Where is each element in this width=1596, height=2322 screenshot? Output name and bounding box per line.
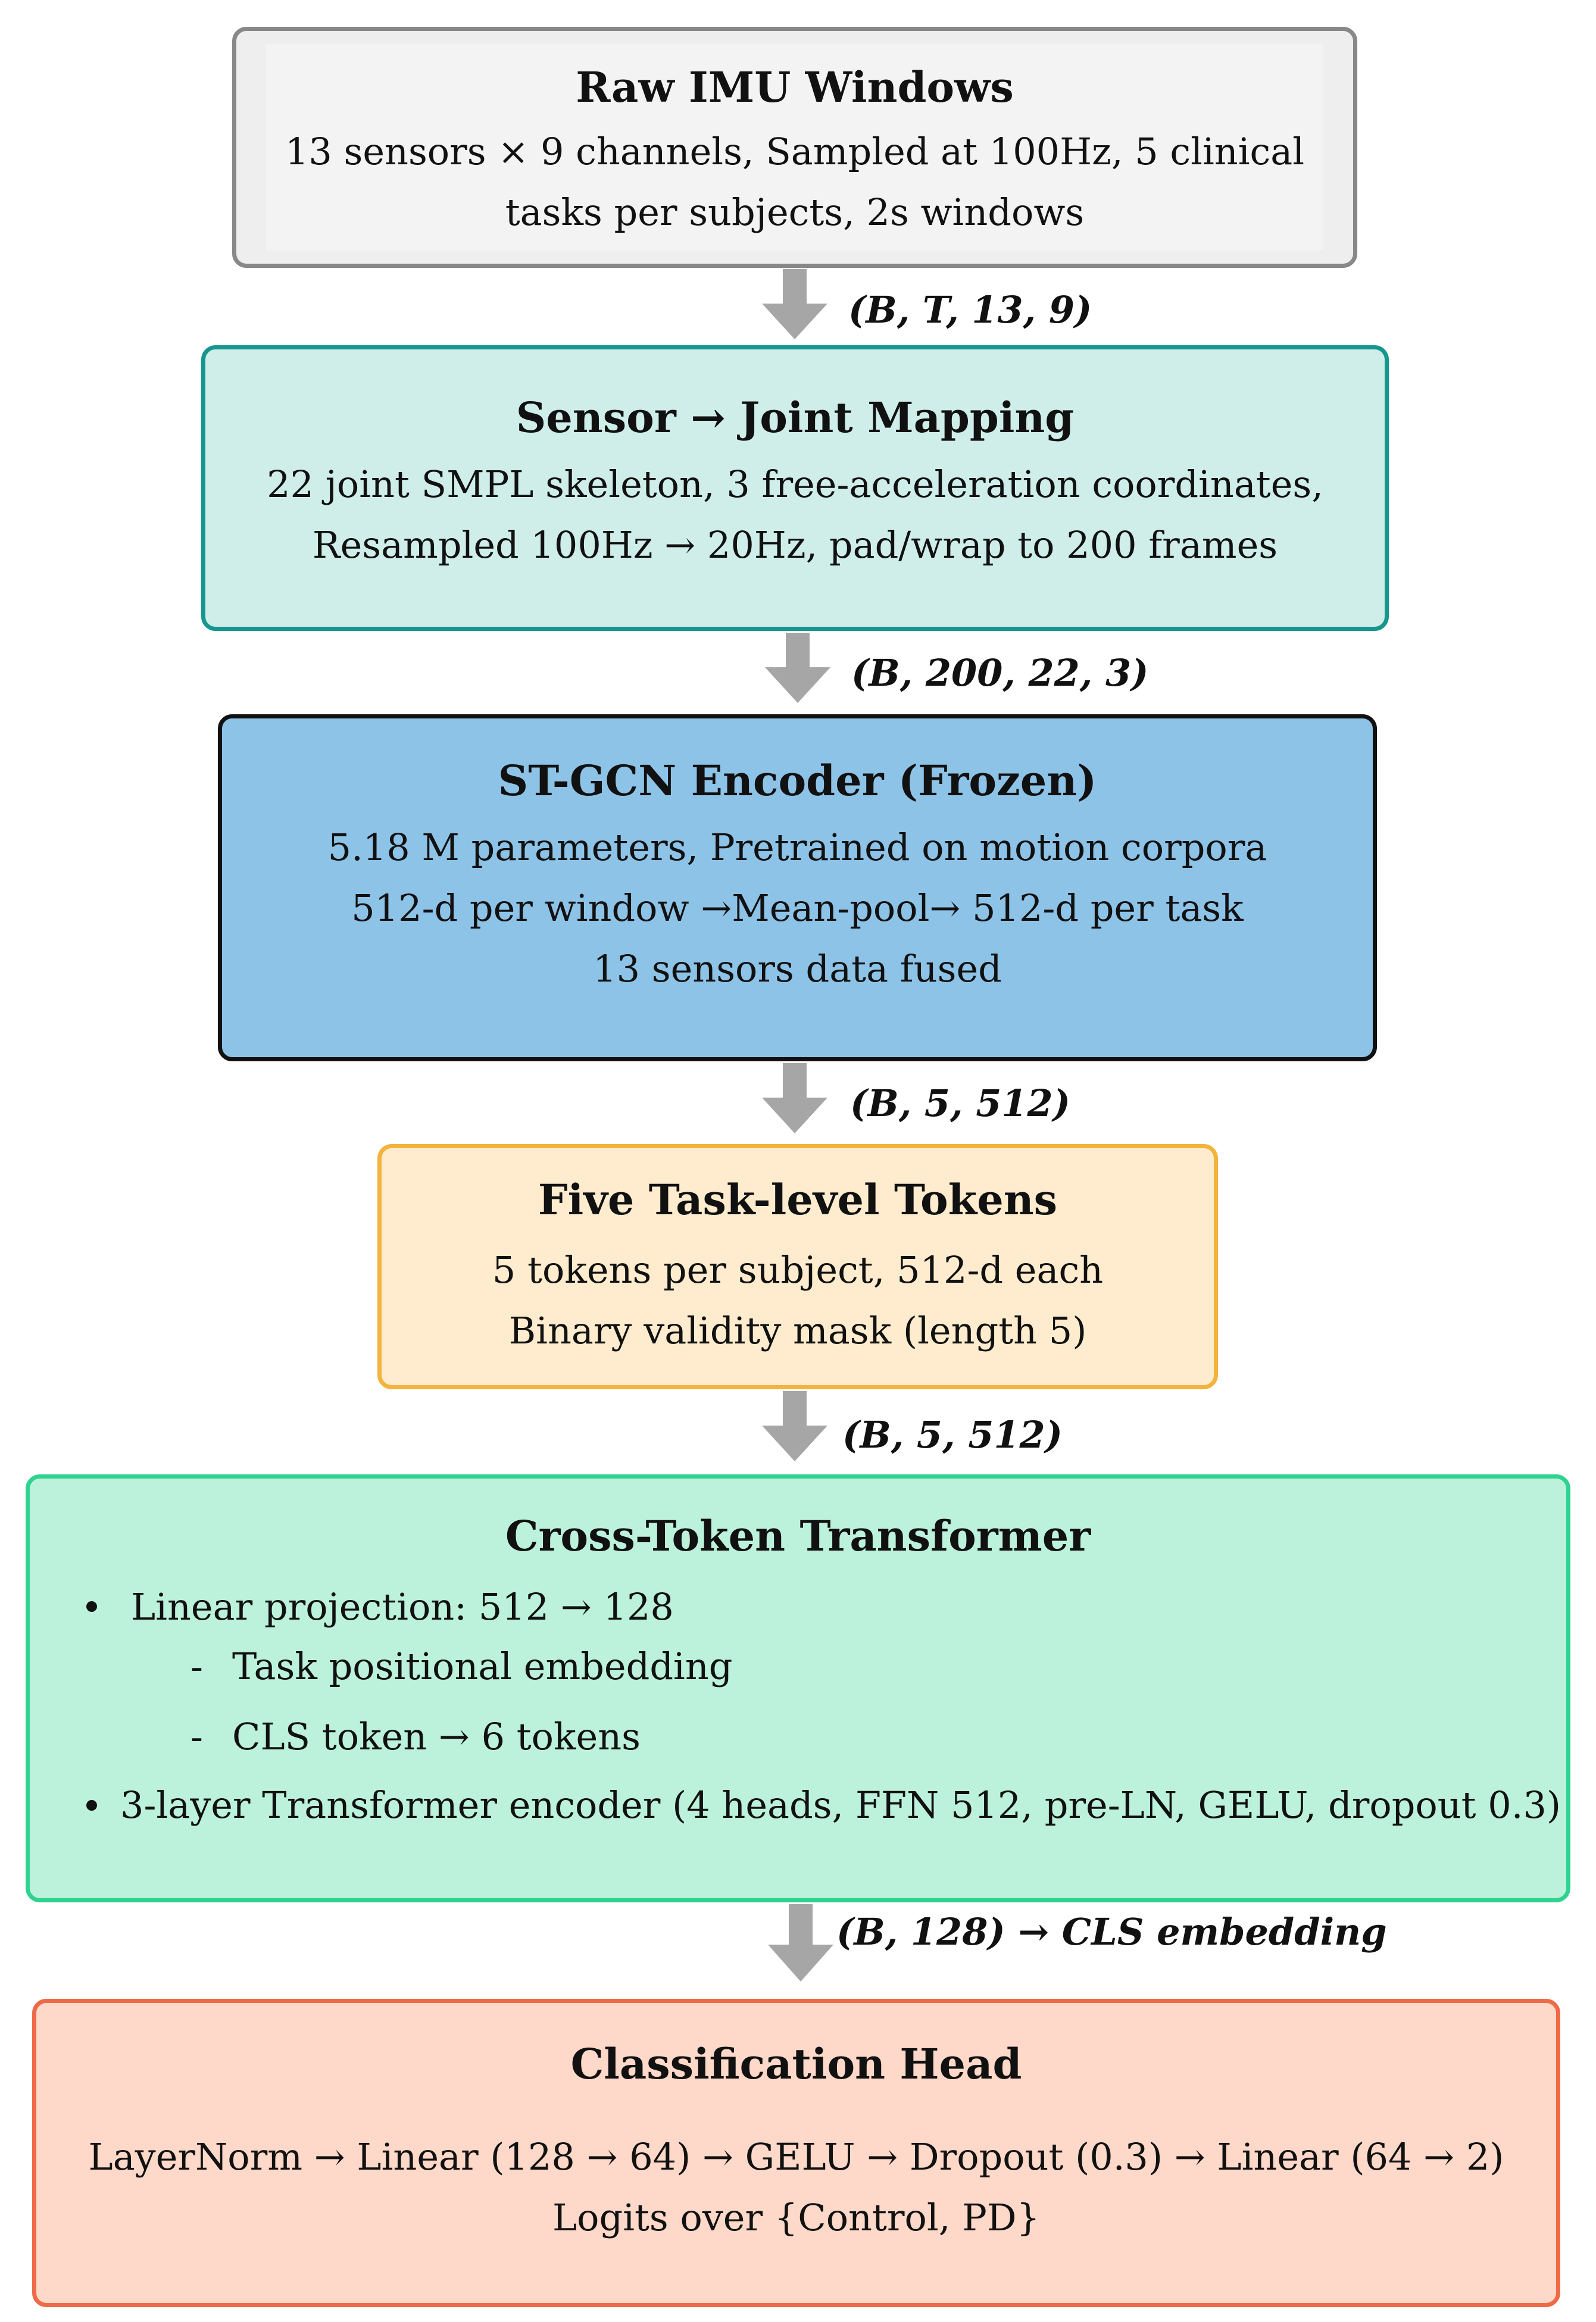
transformer-sub-1: Task positional embedding [232,1645,733,1688]
encoder-line-2: 512-d per window →Mean-pool→ 512-d per task [351,886,1244,930]
classification-head-box [32,1999,1560,2307]
arrow-1 [762,269,827,339]
encoder-title: ST-GCN Encoder (Frozen) [498,756,1097,805]
arrow-5 [768,1904,833,1982]
head-line-1: LayerNorm → Linear (128 → 64) → GELU → Dropout (0.3) → Linear (64 → 2) [88,2135,1504,2179]
raw-imu-line-1: 13 sensors × 9 channels, Sampled at 100Hz, 5 clinical [285,130,1305,173]
dash-2: - [190,1715,203,1758]
arrow-4 [762,1391,827,1461]
cross-token-transformer-box [26,1474,1570,1902]
tokens-title: Five Task-level Tokens [538,1175,1058,1224]
shape-label-2: (B, 200, 22, 3) [851,651,1149,695]
transformer-sub-2: CLS token → 6 tokens [232,1715,641,1758]
raw-imu-line-2: tasks per subjects, 2s windows [505,190,1085,234]
raw-imu-title: Raw IMU Windows [576,62,1014,112]
mapping-line-2: Resampled 100Hz → 20Hz, pad/wrap to 200 frames [312,523,1278,567]
shape-label-4: (B, 5, 512) [842,1413,1063,1457]
dash-1: - [190,1645,203,1688]
shape-label-1: (B, T, 13, 9) [848,288,1092,332]
transformer-bullet-2: 3-layer Transformer encoder (4 heads, FFN 512, pre-LN, GELU, dropout 0.3) [120,1783,1561,1827]
transformer-bullet-1: Linear projection: 512 → 128 [131,1585,674,1629]
sensor-joint-mapping-box [201,345,1389,631]
arrow-2 [765,633,830,703]
head-line-2: Logits over {Control, PD} [552,2196,1040,2239]
head-title: Classification Head [570,2039,1022,2089]
tokens-line-2: Binary validity mask (length 5) [508,1309,1087,1352]
mapping-line-1: 22 joint SMPL skeleton, 3 free-acceleration coordinates, [267,462,1323,506]
encoder-line-1: 5.18 M parameters, Pretrained on motion corpora [327,826,1267,869]
mapping-title: Sensor → Joint Mapping [516,393,1075,442]
transformer-title: Cross-Token Transformer [505,1511,1091,1561]
shape-label-3: (B, 5, 512) [850,1082,1070,1125]
bullet-dot-2 [86,1800,97,1811]
encoder-line-3: 13 sensors data fused [593,947,1002,990]
raw-imu-windows-box [232,27,1357,268]
stgcn-encoder-box [218,714,1377,1061]
arrow-3 [762,1063,827,1133]
shape-label-5: (B, 128) → CLS embedding [836,1910,1387,1954]
task-tokens-box [377,1144,1218,1389]
bullet-dot-1 [86,1601,97,1612]
tokens-line-1: 5 tokens per subject, 512-d each [492,1248,1104,1292]
